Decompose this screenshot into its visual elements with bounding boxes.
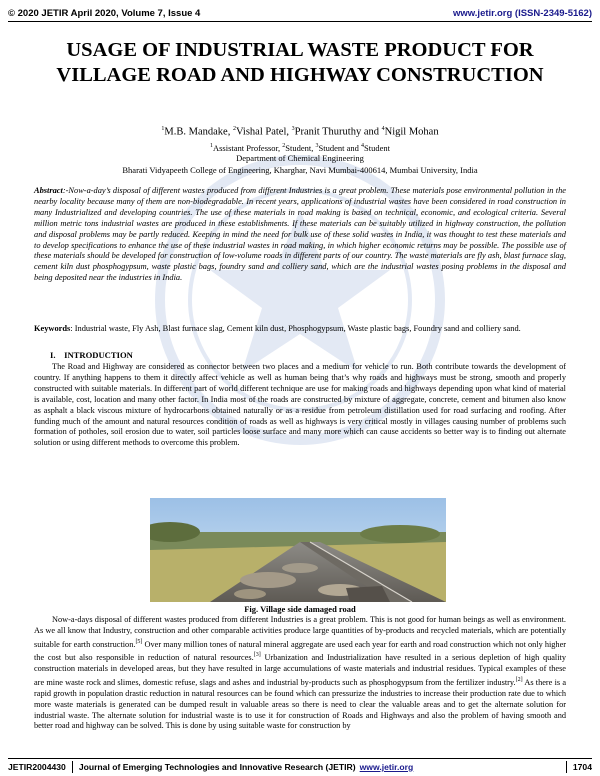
page-number: 1704 <box>572 762 592 772</box>
keywords <box>34 323 566 334</box>
section-title: INTRODUCTION <box>64 350 133 360</box>
intro-paragraph-2 <box>34 615 566 732</box>
abstract-text: :-Now-a-day’s disposal of different wastes produced from different Industries is a great problem. These materials pose environmental pollution in the nearby locality because many of them are non-biodegradable. In recent years, applications of industrial wastes have been considered in road construction in many Industrialized and developing countries. The use of these materials in road making is based on technical, economic, and ecological criteria. Several million metric tons industrial wastes are produced in these establishments. If these materials can be suitably utilized in highway construction, the pollution and disposal problems may be partly reduced. Keeping in mind the need for bulk use of these solid wastes in India, it was thought to test these materials and to develop specifications to enhance the use of these industrial wastes in road making, in which higher economic returns may be possible. The possible use of these materials should be developed for construction of low-volume roads in different parts of our country. The waste materials are fly ash, blast furnace slag, cement kiln dust phosphogypsum, waste plastic bags, foundry sand and colliery sand, which are the industrial wastes posing problems in the disposal and being deposited near the industries in India. <box>34 186 566 283</box>
journal-name: Journal of Emerging Technologies and Innovative Research (JETIR) <box>78 762 356 772</box>
citation: [5] <box>135 638 143 645</box>
intro-text-2c: Urbanization and Industrialization have resulted in a serious depletion of high quality construction materials in developed areas, but they have resulted in large accumulations of waste materials and industrial residues. Typical examples of these are mine waste rock and slimes, domestic refuse, slags and ashes and industrial by-products such as phosphogypsum from the fertilizer industry. <box>34 653 566 687</box>
section-number: I. <box>50 350 56 360</box>
citation: [3] <box>253 652 261 659</box>
role-4: Student <box>364 142 391 153</box>
department: Department of Chemical Engineering <box>236 153 364 163</box>
role-1: Assistant Professor, <box>212 142 283 153</box>
keywords-label: Keywords <box>34 324 71 333</box>
author-2: Vishal Patel, <box>235 126 292 138</box>
citation: [2] <box>515 677 523 684</box>
footer-separator <box>72 761 73 773</box>
author-4: Nigil Mohan <box>384 126 439 138</box>
paper-id: JETIR2004430 <box>8 762 66 772</box>
running-footer <box>8 760 592 774</box>
running-header <box>8 6 592 20</box>
figure-caption: Fig. Village side damaged road <box>244 604 356 614</box>
footer-rule <box>8 758 592 759</box>
section-heading <box>50 350 133 360</box>
intro-text-2a: Now-a-days disposal of different wastes produced from different Industries is a great problem. This is not good for human beings as well as environment. As we all know that Industry, construction and other comparable activities produce large quantities of by-products and recycled materials, which are potentially suitable for earth construction. <box>34 615 566 649</box>
college: Bharati Vidyapeeth College of Engineering, Kharghar, Navi Mumbai-400614, Mumbai University, India <box>122 165 478 175</box>
damaged-road-photo <box>150 498 446 602</box>
author-3: Pranit Thuruthy and <box>294 126 382 138</box>
abstract <box>34 186 566 284</box>
intro-paragraph-1 <box>34 362 566 449</box>
intro-text-1: The Road and Highway are considered as connector between two places and a medium for vehicle to run. Both contribute towards the development of country. If anything happens to them it directly affect vehicle as well as human being that’s why roads and highways must be strong, smooth and properly constructed with suitable materials. In different part of world different technique are use for making roads and highways depending upon what kind of material is available, cost, location and many other factor. In India most of the roads are constructed by mixture of aggregate, concrete, cement and bitumen also know as asphalt a black viscous mixture of hydrocarbons obtained naturally or as a residue from petroleum distillation used for road surfacing and roofing. After funding much of the amount and natural resources condition of roads as well as highways is very critical mostly in villages causing number of problems such formation of potholes, soil erosion due to water, soil particles loose surface and many more which can cause accidents so better way is to finding out alternate solution or using different methods to overcome this problem. <box>34 362 566 448</box>
paper-title: USAGE OF INDUSTRIAL WASTE PRODUCT FOR VILLAGE ROAD AND HIGHWAY CONSTRUCTION <box>56 39 544 86</box>
journal-site-issn[interactable]: www.jetir.org (ISSN-2349-5162) <box>452 7 592 19</box>
keywords-text: : Industrial waste, Fly Ash, Blast furnace slag, Cement kiln dust, Phosphogypsum, Waste plastic bags, Foundry sand and colliery sand. <box>70 324 521 333</box>
journal-link[interactable]: www.jetir.org <box>359 762 414 772</box>
role-2: Student, <box>285 142 316 153</box>
author-1: M.B. Mandake, <box>164 126 233 138</box>
role-3: Student and <box>318 142 362 153</box>
footer-separator <box>566 761 567 773</box>
journal-issue: © 2020 JETIR April 2020, Volume 7, Issue 4 <box>8 7 201 19</box>
intro-text-2d: As there is a rapid growth in population drastic reduction in natural resources can be found which can pressurize the industries to increase their production rate due to which more waste materials is generated can be dumped result in valuable areas so there is need to clear the valuable areas and to get the alternate solution for industrial waste. The alternate solution for industrial waste is to use it for construction of Roads and Highways and also the problem of having smooth and better road and highway can be solved. This is done by using suitable waste for construction by <box>34 677 566 731</box>
intro-text-2b: Over many million tones of natural mineral aggregate are used each year for earth and road construction which not only higher the cost but also responsible in reduction of natural resources. <box>34 639 567 663</box>
abstract-label: Abstract <box>34 186 63 195</box>
author-roles: $^1$Assistant Professor, $^2$Student, $^3$Student and $^4$Student <box>209 142 391 153</box>
author-list: $^1$M.B. Mandake, $^2$Vishal Patel, $^3$Pranit Thuruthy and $^4$Nigil Mohan <box>161 126 439 138</box>
header-rule <box>8 21 592 22</box>
